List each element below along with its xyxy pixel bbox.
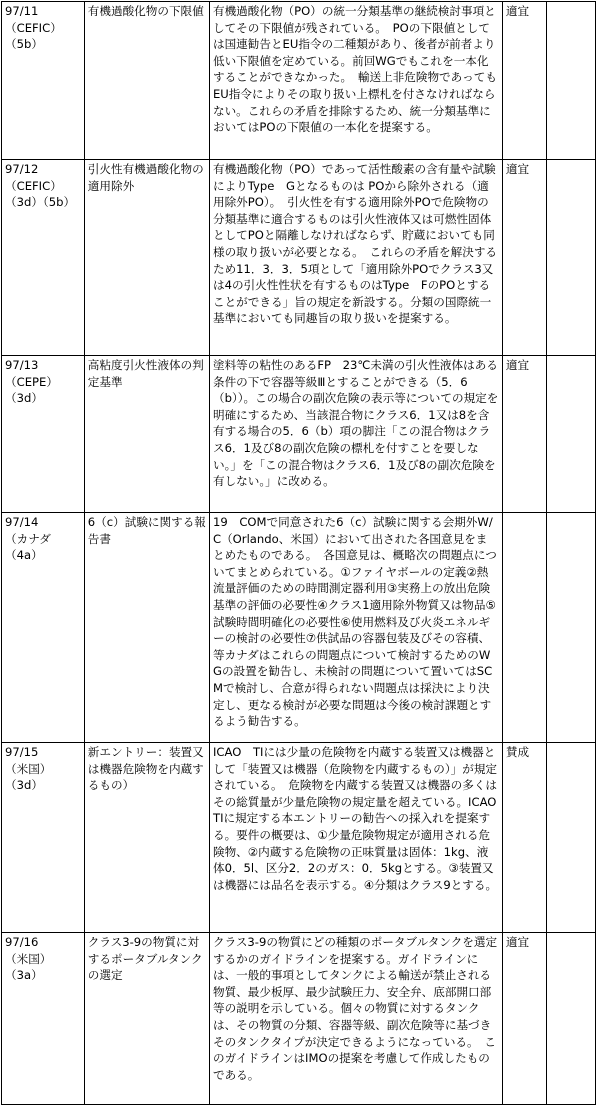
- doc-category: （3d）: [5, 778, 43, 793]
- subject-cell: 新エントリー：装置又は機器危険物を内蔵するもの）: [84, 743, 209, 933]
- description-cell: クラス3-9の物質にどの種類のポータブルタンクを選定するかのガイドラインを提案する。ガイドラインには、一般的事項としてタンクによる輸送が禁止される物質、最少板厚、最少試験圧力、安全弁、底部開口部等の説明を示している。個々の物質に対するタンクは、その物質の分類、容器等級、副次危険等に基づきそのタンクタイプが決定できるようになっている。 このガイドラインはIMOの提案を考慮して作成したものである。: [209, 933, 502, 1105]
- opinion-cell: [502, 513, 546, 743]
- doc-number: 97/11: [5, 4, 39, 18]
- remarks-cell: [547, 160, 596, 356]
- remarks-cell: [547, 2, 596, 160]
- doc-number: 97/12: [5, 162, 39, 176]
- doc-number: 97/14: [5, 515, 39, 529]
- remarks-cell: [547, 743, 596, 933]
- subject-cell: 高粘度引火性液体の判定基準: [84, 356, 209, 513]
- doc-submitter: （米国）: [5, 951, 52, 966]
- remarks-cell: [547, 933, 596, 1105]
- doc-submitter: （CEFIC）: [5, 20, 62, 35]
- doc-submitter: （米国）: [5, 761, 52, 776]
- remarks-cell: [547, 356, 596, 513]
- proposal-table: [1, 1, 596, 1105]
- doc-category: （5b）: [5, 37, 43, 52]
- description-cell: ICAO TIには少量の危険物を内蔵する装置又は機器として「装置又は機器（危険物を内蔵するもの）」が規定されている。 危険物を内蔵する装置又は機器の多くはその総質量が少量危険物の規定量を超えている。ICAO TIに規定する本エントリーの勧告への採入れを提案する。要件の概要は、①少量危険物規定が適用される危険物、②内蔵する危険物の正味質量は固体：1kg、液体0．5l、区分2．2のガス：0．5kgとする。③装置又は機器には品名を表示する。④分類はクラス9とする。: [209, 743, 502, 933]
- doc-submitter: （CEPE）: [5, 374, 58, 389]
- doc-category: （3a）: [5, 968, 43, 983]
- table-row: [2, 356, 596, 513]
- doc-id-cell: [2, 743, 85, 933]
- opinion-cell: 適宜: [502, 160, 546, 356]
- doc-submitter: （CEFIC）: [5, 178, 62, 193]
- opinion-cell: 適宜: [502, 933, 546, 1105]
- doc-number: 97/15: [5, 745, 39, 759]
- description-cell: 有機過酸化物（PO）であって活性酸素の含有量や試験によりType Gとなるものは POから除外される（適用除外PO）。 引火性を有する適用除外POで危険物の分類基準に適合するものは引火性液体又は可燃性固体としてPOと隔離しなければならず、貯蔵においても同様の取り扱いが必要となる。 これらの矛盾を解決するため11．3．3．5項として「適用除外POでクラス3又は4の引火性性状を有するものはType FのPOとすることができる」旨の規定を新設する。分類の国際統一基準においても同趣旨の取り扱いを提案する。: [209, 160, 502, 356]
- subject-cell: 引火性有機過酸化物の適用除外: [84, 160, 209, 356]
- doc-id-cell: [2, 513, 85, 743]
- subject-cell: クラス3-9の物質に対するポータブルタンクの選定: [84, 933, 209, 1105]
- doc-id-cell: [2, 933, 85, 1105]
- table-row: [2, 933, 596, 1105]
- description-cell: 有機過酸化物（PO）の統一分類基準の継続検討事項としてその下限値が残されている。 POの下限値としては国連勧告とEU指令の二種類があり、後者が前者より低い下限値を定めている。前回WGでもこれを一本化することができなかった。 輸送上非危険物であってもEU指令によりその取り扱い上標札を付さなければならない。これらの矛盾を排除するため、統一分類基準においてはPOの下限値の一本化を提案する。: [209, 2, 502, 160]
- doc-id-cell: [2, 356, 85, 513]
- table-row: [2, 513, 596, 743]
- doc-number: 97/16: [5, 935, 39, 949]
- table-row: [2, 2, 596, 160]
- table-row: [2, 160, 596, 356]
- doc-category: （4a）: [5, 548, 43, 563]
- doc-category: （3d）: [5, 391, 43, 406]
- doc-id-cell: [2, 160, 85, 356]
- opinion-cell: 適宜: [502, 356, 546, 513]
- description-cell: 塗料等の粘性のあるFP 23℃未満の引火性液体はある条件の下で容器等級Ⅲとすることができる（5．6（b））。この場合の副次危険の表示等についての規定を明確にするため、当該混合物にクラス6．1又は8を含有する場合の5．6（b）項の脚注「この混合物はクラス6．1及び8の副次危険の標札を付すことを要しない。」を「この混合物はクラス6．1及び8の副次危険を有しない。」に改める。: [209, 356, 502, 513]
- doc-id-cell: [2, 2, 85, 160]
- description-cell: 19 COMで同意された6（c）試験に関する会期外W/C（Orlando、米国）において出された各国意見をまとめたものである。 各国意見は、概略次の問題点についてまとめられている。①ファイヤボールの定義②熱流量評価のための時間測定器利用③実務上の放出危険基準の評価の必要性④クラス1適用除外物質又は物品⑤試験時間明確化の必要性⑥使用燃料及び火炎エネルギーの検討の必要性⑦供試品の容器包装及びその容積、等カナダはこれらの問題点について検討するためのWGの設置を勧告し、未検討の問題について置いてはSCMで検討し、合意が得られない問題点は採決により決定し、更なる検討が必要な問題は今後の検討課題とするよう勧告する。: [209, 513, 502, 743]
- subject-cell: 有機過酸化物の下限値: [84, 2, 209, 160]
- opinion-cell: 適宜: [502, 2, 546, 160]
- table-row: [2, 743, 596, 933]
- subject-cell: 6（c）試験に関する報告書: [84, 513, 209, 743]
- doc-number: 97/13: [5, 358, 39, 372]
- remarks-cell: [547, 513, 596, 743]
- doc-submitter: （カナダ: [5, 531, 51, 546]
- doc-category: （3d）（5b）: [5, 195, 76, 210]
- opinion-cell: 賛成: [502, 743, 546, 933]
